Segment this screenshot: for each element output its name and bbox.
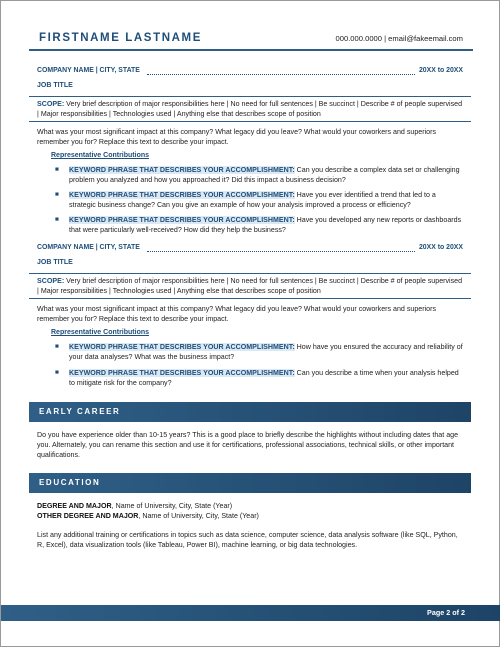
job-1-dates: 20XX to 20XX <box>418 67 463 74</box>
job-2-rep-heading: Representative Contributions <box>51 329 150 336</box>
job-1-bullet-2 <box>69 190 463 210</box>
job-2-bullet-1 <box>69 342 463 362</box>
header <box>1 1 500 51</box>
early-career-heading-bar <box>29 402 471 422</box>
scope-label: SCOPE: <box>37 277 65 285</box>
degree-detail: , Name of University, City, State (Year) <box>111 502 233 510</box>
scope-text: Very brief description of major responsibilities here | No need for full sentences | Be succinct | Describe # of people supervised | Major responsibilities | Technologies used | Anything else that describes scope of position <box>37 277 463 295</box>
education-entry-1 <box>37 501 463 511</box>
education-entry-2 <box>37 511 463 521</box>
job-2-title: JOB TITLE <box>37 259 73 266</box>
bullet-square-icon: ■ <box>55 191 59 198</box>
bullet-text: How have you ensured the accuracy and reliability of your data analyses? What was the business impact? <box>69 343 463 361</box>
job-2-bullet-2 <box>69 368 463 388</box>
job-1-company: COMPANY NAME | CITY, STATE <box>37 67 140 74</box>
bullet-text: Have you developed any new reports or dashboards that were particularly well-received? How did they help the business? <box>69 216 462 234</box>
bullet-text: Can you describe a complex data set or challenging problem you analyzed and how you approached it? Did this impact a business decision? <box>69 166 460 184</box>
page-number: Page 2 of 2 <box>427 608 465 617</box>
candidate-name: FIRSTNAME LASTNAME <box>39 32 202 44</box>
job-1-title: JOB TITLE <box>37 82 73 89</box>
leader-dots <box>147 251 415 252</box>
keyword-phrase: KEYWORD PHRASE THAT DESCRIBES YOUR ACCOMPLISHMENT: <box>69 216 295 224</box>
bullet-square-icon: ■ <box>55 343 59 350</box>
job-1-bullet-3 <box>69 215 463 235</box>
scope-label: SCOPE: <box>37 100 65 108</box>
education-heading: EDUCATION <box>39 478 101 487</box>
bullet-text: Can you describe a time when your analysis helped to mitigate risk for the company? <box>69 369 459 387</box>
keyword-phrase: KEYWORD PHRASE THAT DESCRIBES YOUR ACCOMPLISHMENT: <box>69 191 295 199</box>
job-1-bullet-1 <box>69 165 463 185</box>
job-2-company-line <box>37 244 463 254</box>
scope-text: Very brief description of major responsibilities here | No need for full sentences | Be succinct | Describe # of people supervised | Major responsibilities | Technologies used | Anything else that describes scope of position <box>37 100 463 118</box>
job-1-rep-heading: Representative Contributions <box>51 152 150 159</box>
leader-dots <box>147 74 415 75</box>
degree-name: DEGREE AND MAJOR <box>37 502 112 510</box>
job-1-scope <box>29 96 471 122</box>
education-extra: List any additional training or certifications in topics such as data science, computer science, data analysis software (like SQL, Python, R, Excel), data visualization tools (like Tableau, Power BI), machine learning, or big data technologies. <box>37 531 458 549</box>
bullet-text: Have you ever identified a trend that led to a strategic business change? Can you give an example of how your analysis improved a process or efficiency? <box>69 191 436 209</box>
header-rule <box>29 49 473 51</box>
job-1-impact: What was your most significant impact at this company? What legacy did you leave? What would your coworkers and superiors remember you for? Replace this text to describe your impact. <box>37 128 437 146</box>
keyword-phrase: KEYWORD PHRASE THAT DESCRIBES YOUR ACCOMPLISHMENT: <box>69 166 295 174</box>
footer-bar <box>1 605 500 621</box>
early-career-text: Do you have experience older than 10-15 years? This is a good place to briefly describe the highlights without including dates that age you. Alternately, you can rename this section and use it for certifications, professional associations, technical skills, or other important qualifications. <box>37 431 459 459</box>
job-2-impact: What was your most significant impact at this company? What legacy did you leave? What would your coworkers and superiors remember you for? Replace this text to describe your impact. <box>37 305 437 323</box>
keyword-phrase: KEYWORD PHRASE THAT DESCRIBES YOUR ACCOMPLISHMENT: <box>69 343 295 351</box>
bullet-square-icon: ■ <box>55 216 59 223</box>
early-career-heading: EARLY CAREER <box>39 407 121 416</box>
education-heading-bar <box>29 473 471 493</box>
job-1-company-line <box>37 67 463 77</box>
keyword-phrase: KEYWORD PHRASE THAT DESCRIBES YOUR ACCOMPLISHMENT: <box>69 369 295 377</box>
job-2-dates: 20XX to 20XX <box>418 244 463 251</box>
bullet-square-icon: ■ <box>55 369 59 376</box>
contact-info: 000.000.0000 | email@fakeemail.com <box>335 34 463 43</box>
degree-detail: , Name of University, City, State (Year) <box>138 512 259 520</box>
degree-name: OTHER DEGREE AND MAJOR <box>37 512 139 520</box>
job-2-scope <box>29 273 471 299</box>
bullet-square-icon: ■ <box>55 166 59 173</box>
job-2-company: COMPANY NAME | CITY, STATE <box>37 244 140 251</box>
